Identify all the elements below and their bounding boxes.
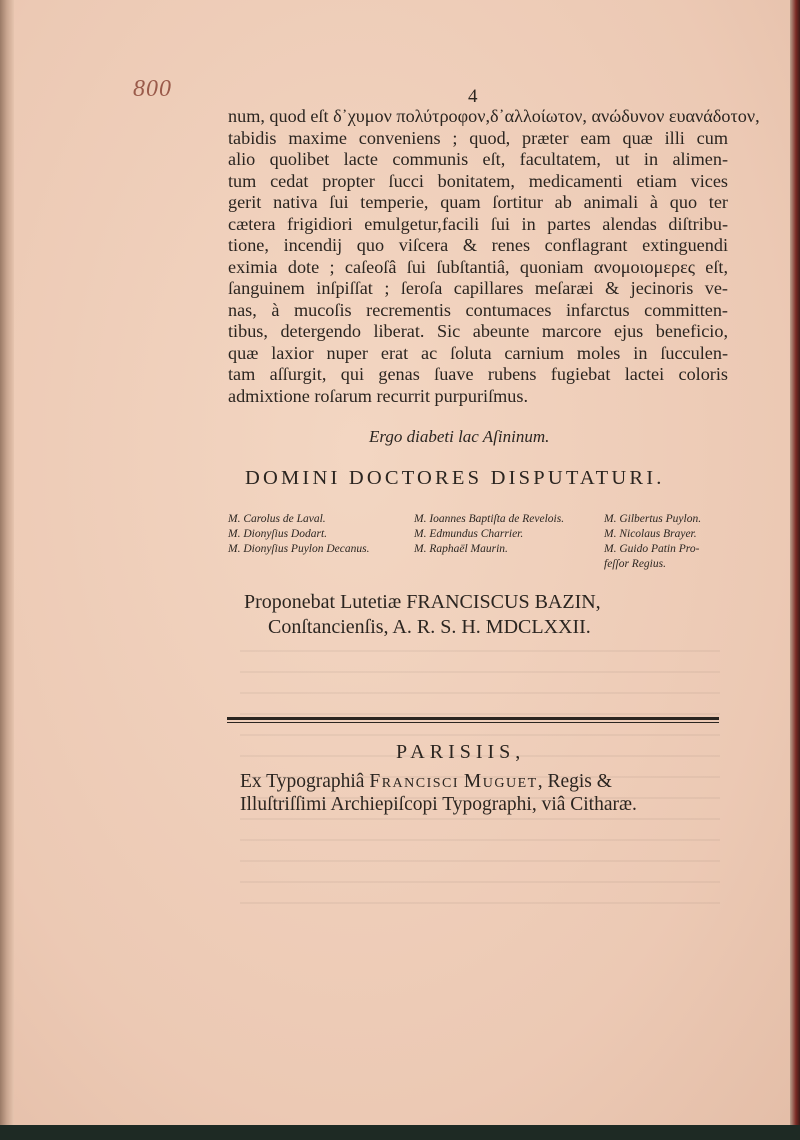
page-gutter	[0, 0, 14, 1125]
printer-last-name: Muguet	[463, 771, 538, 792]
doctor-name: M. Guido Patin Pro-	[604, 543, 700, 555]
doctor-name: M. Dionyſius Puylon Decanus.	[228, 543, 370, 555]
body-line: tabidis maxime conveniens ; quod, præter eam quæ illi cum	[228, 127, 728, 148]
imprint-block	[240, 770, 637, 816]
imprint-prefix: Ex Typographiâ	[240, 771, 370, 792]
body-line: ſanguinem inſpiſſat ; ſeroſa capillares meſaræi & jecinoris ve-	[228, 278, 728, 298]
body-line: gerit nativa ſui temperie, quam ſortitur ab animali à quo ter	[228, 192, 728, 212]
body-line: eximia dote ; caſeoſâ ſui ſubſtantiâ, quoniam ανομοιομερες eſt,	[228, 256, 728, 277]
body-line: nas, à mucoſis recrementis contumaces infarctus committen-	[228, 299, 728, 320]
presenter-line: Conſtancienſis, A. R. S. H. MDCLXXII.	[268, 616, 591, 638]
presenter-block	[244, 590, 601, 640]
body-line: tione, incendij quo viſcera & renes conflagrant extinguendi	[228, 235, 728, 255]
page-number: 4	[468, 86, 478, 107]
imprint-line	[240, 770, 637, 793]
body-line: tam aſſurgit, qui genas ſuave rubens fugiebat lactei coloris	[228, 364, 728, 384]
body-line: cætera frigidiori emulgetur,facili ſui in partes alendas diſtribu-	[228, 213, 728, 234]
imprint-line: Illuſtriſſimi Archiepiſcopi Typographi, viâ Citharæ.	[240, 794, 637, 815]
body-line: tibus, detergendo liberat. Sic abeunte marcore ejus beneficio,	[228, 321, 728, 341]
doctors-column-2	[414, 512, 564, 557]
divider-rule	[227, 717, 719, 720]
doctors-column-3	[604, 512, 701, 572]
body-line: num, quod eſt δ᾽χυμον πολύτροφον,δ᾽αλλοίωτον, ανώδυνον ευανάδοτον,	[228, 106, 760, 126]
book-edge	[790, 0, 800, 1140]
doctor-name: M. Dionyſius Dodart.	[228, 528, 328, 540]
doctors-heading: DOMINI DOCTORES DISPUTATURI.	[245, 467, 665, 489]
conclusion-line: Ergo diabeti lac Aſininum.	[369, 427, 550, 446]
body-paragraph	[228, 106, 760, 407]
body-line: admixtione roſarum recurrit purpuriſmus.	[228, 385, 529, 406]
imprint-city: PARISIIS,	[396, 741, 526, 763]
body-line: alio quolibet lacte communis eſt, facultatem, ut in alimen-	[228, 149, 728, 169]
printer-first-name: Francisci	[369, 771, 460, 792]
doctor-name: M. Carolus de Laval.	[228, 513, 326, 525]
handwritten-folio-note: 800	[133, 76, 172, 102]
doctor-name: M. Raphaël Maurin.	[414, 543, 508, 555]
doctor-name: feſſor Regius.	[604, 558, 666, 570]
divider-rule	[227, 722, 719, 723]
body-line: quæ laxior nuper erat ac ſoluta carnium moles in ſucculen-	[228, 342, 728, 363]
doctor-name: M. Edmundus Charrier.	[414, 528, 524, 540]
book-bottom-edge	[0, 1125, 800, 1140]
doctor-name: M. Ioannes Baptiſta de Revelois.	[414, 513, 565, 525]
imprint-suffix: , Regis &	[537, 771, 612, 792]
presenter-line: Proponebat Lutetiæ FRANCISCUS BAZIN,	[244, 591, 601, 613]
doctors-column-1	[228, 512, 370, 557]
doctor-name: M. Gilbertus Puylon.	[604, 513, 702, 525]
body-line: tum cedat propter ſucci bonitatem, medicamenti etiam vices	[228, 170, 728, 191]
doctor-name: M. Nicolaus Brayer.	[604, 528, 697, 540]
